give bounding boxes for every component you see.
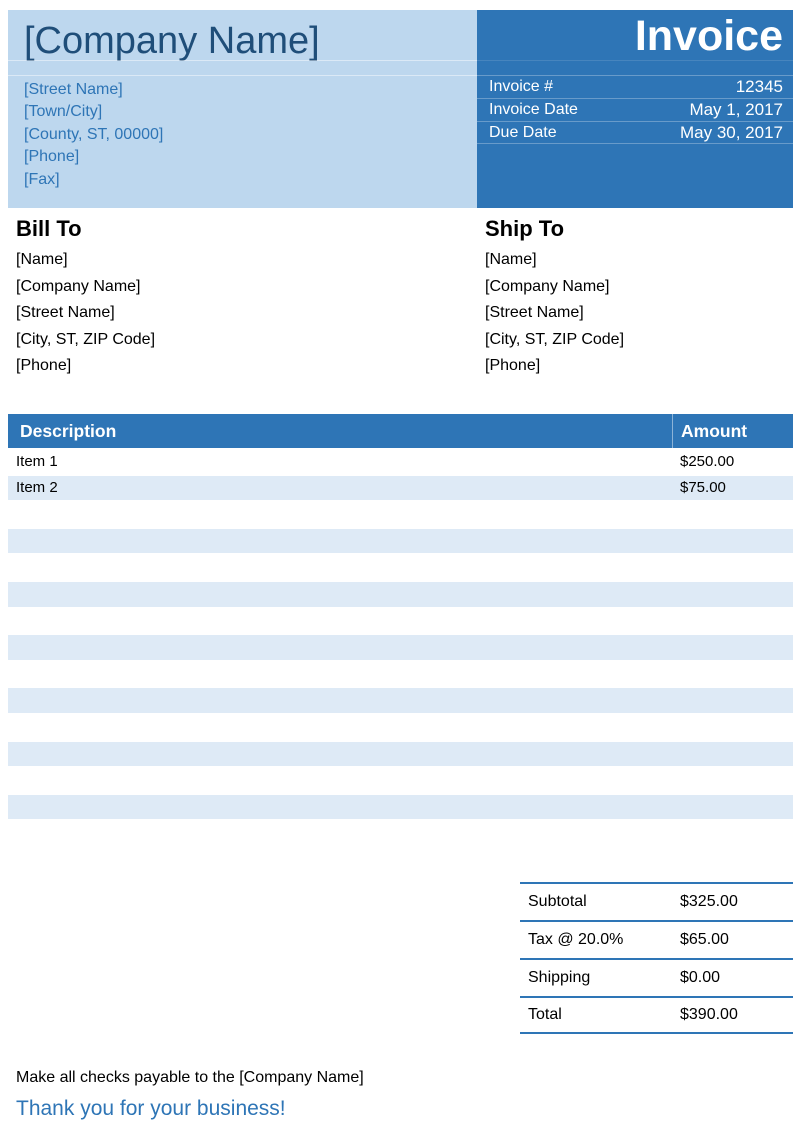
bill-to-lines [16,247,155,380]
bill-to-section [16,216,155,380]
bill-to-heading: Bill To [16,216,82,241]
due-date-row [477,121,793,144]
shipping-label: Shipping [528,969,591,986]
company-address-block [24,79,163,191]
bill-to-phone-placeholder[interactable]: [Phone] [16,357,72,375]
gridline [8,75,477,76]
table-row[interactable] [8,475,793,502]
ship-to-company-placeholder[interactable]: [Company Name] [485,277,610,295]
bill-to-city-placeholder[interactable]: [City, ST, ZIP Code] [16,330,156,348]
empty-table-row[interactable] [8,687,793,714]
invoice-title: Invoice [634,12,783,60]
shipping-value[interactable]: $0.00 [680,969,721,986]
items-table [8,414,793,820]
invoice-meta [477,75,793,144]
empty-table-row[interactable] [8,794,793,821]
empty-table-row[interactable] [8,741,793,768]
items-table-header [8,414,793,448]
ship-to-city-placeholder[interactable]: [City, ST, ZIP Code] [485,330,625,348]
company-street-placeholder[interactable]: [Street Name] [24,81,123,98]
company-county-placeholder[interactable]: [County, ST, 00000] [24,125,164,143]
due-date-label: Due Date [489,123,557,141]
bill-to-name-placeholder[interactable]: [Name] [16,251,68,268]
total-value[interactable]: $390.00 [680,1006,738,1023]
totals-section [520,882,793,1034]
bill-to-street-placeholder[interactable]: [Street Name] [16,304,115,322]
thank-you-note: Thank you for your business! [16,1097,286,1120]
ship-to-street-placeholder[interactable]: [Street Name] [485,304,584,322]
tax-value[interactable]: $65.00 [680,931,729,948]
ship-to-phone-placeholder[interactable]: [Phone] [485,357,541,375]
invoice-date-value[interactable]: May 1, 2017 [689,100,783,119]
empty-table-row[interactable] [8,501,793,528]
company-phone-placeholder[interactable]: [Phone] [24,148,80,166]
ship-to-heading: Ship To [485,216,565,241]
company-fax-placeholder[interactable]: [Fax] [24,170,60,188]
empty-table-row[interactable] [8,608,793,635]
invoice-date-label: Invoice Date [489,101,578,118]
total-label: Total [528,1006,562,1023]
subtotal-label: Subtotal [528,893,587,910]
company-header-box [8,10,477,208]
empty-table-row[interactable] [8,554,793,581]
invoice-number-value[interactable]: 12345 [735,77,783,96]
invoice-number-row [477,75,793,98]
ship-to-section [485,216,624,380]
ship-to-lines [485,247,624,380]
ship-to-name-placeholder[interactable]: [Name] [485,251,537,268]
item-description-cell[interactable]: Item 1 [16,452,58,470]
item-amount-cell[interactable]: $250.00 [680,452,735,470]
empty-table-row[interactable] [8,767,793,794]
empty-table-row[interactable] [8,528,793,555]
description-column-header: Description [20,420,117,441]
invoice-number-label: Invoice # [489,78,554,95]
table-row[interactable] [8,448,793,475]
empty-table-row[interactable] [8,661,793,688]
empty-table-row[interactable] [8,714,793,741]
shipping-row [520,958,793,996]
gridline [8,60,477,61]
empty-table-row[interactable] [8,581,793,608]
checks-payable-note: Make all checks payable to the [Company Name] [16,1069,364,1086]
invoice-header-box [477,10,793,208]
item-amount-cell[interactable]: $75.00 [680,479,726,497]
subtotal-row [520,882,793,920]
amount-column-header: Amount [672,414,793,448]
company-name-placeholder[interactable]: [Company Name] [24,20,320,62]
total-row [520,996,793,1034]
subtotal-value[interactable]: $325.00 [680,893,738,910]
tax-label: Tax @ 20.0% [528,931,624,948]
company-town-placeholder[interactable]: [Town/City] [24,103,103,121]
due-date-value[interactable]: May 30, 2017 [679,122,783,142]
empty-table-row[interactable] [8,634,793,661]
bill-to-company-placeholder[interactable]: [Company Name] [16,277,141,295]
gridline [477,60,793,61]
invoice-date-row [477,98,793,121]
tax-row [520,920,793,958]
item-description-cell[interactable]: Item 2 [16,479,58,497]
